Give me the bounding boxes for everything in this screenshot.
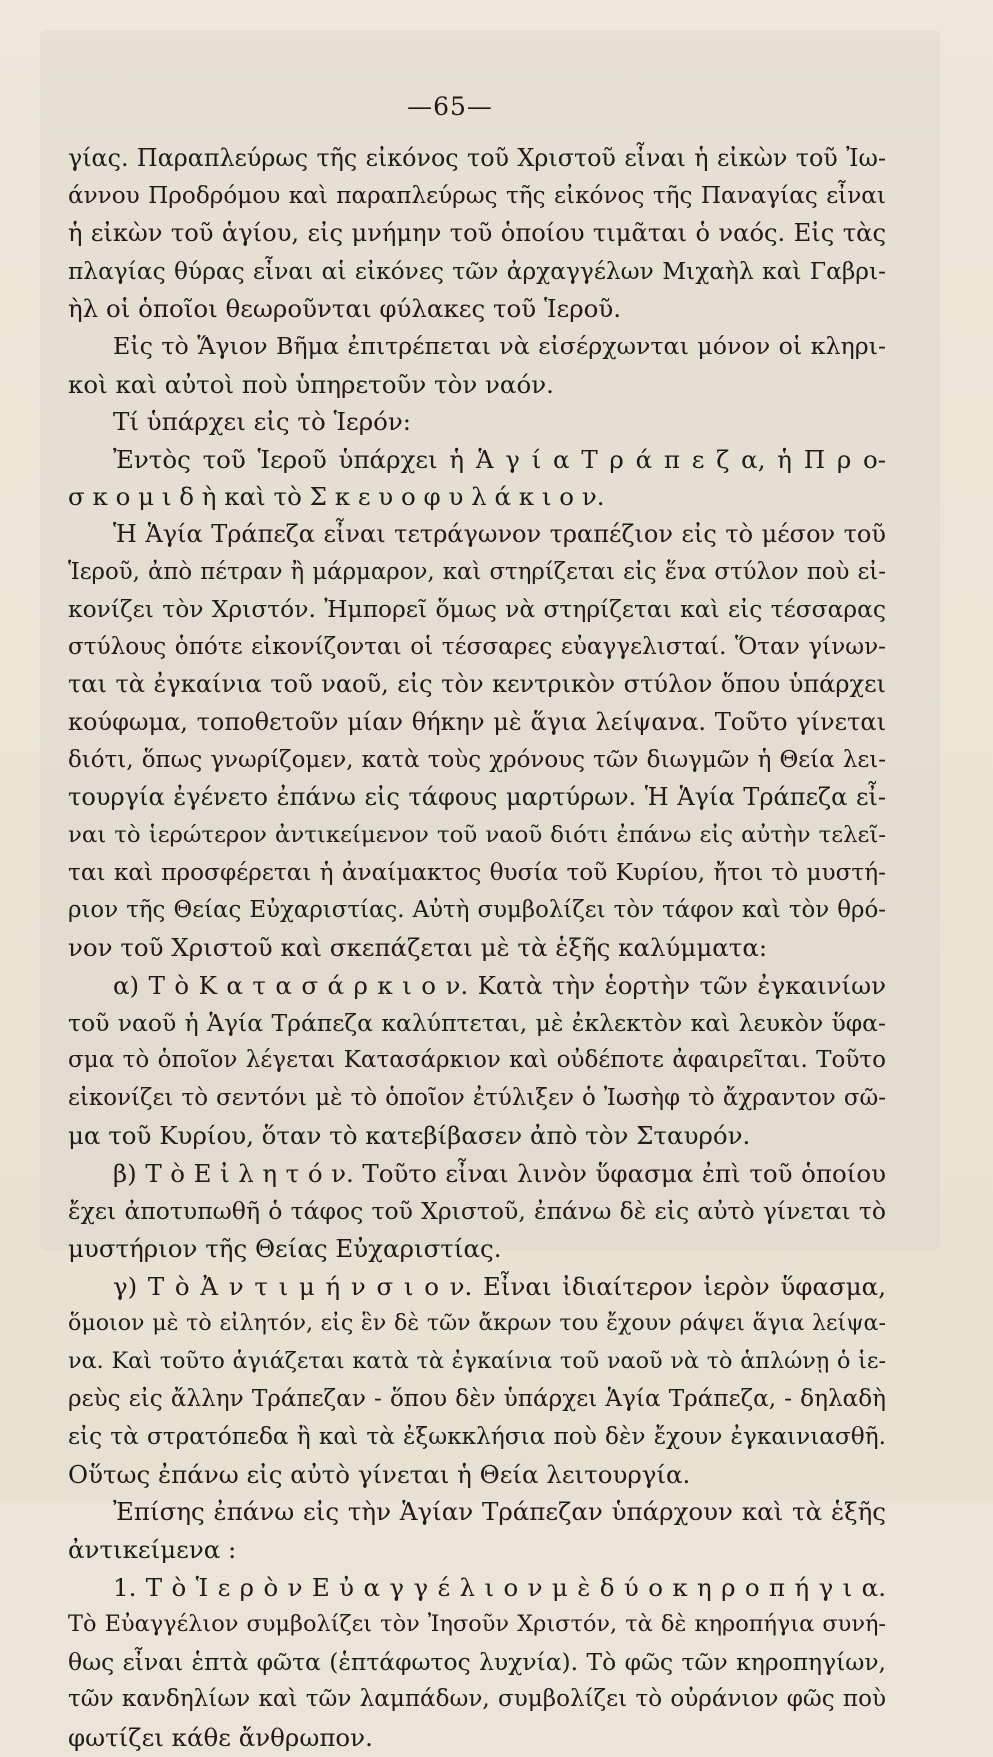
text-line: ται τὰ ἐγκαίνια τοῦ ναοῦ, εἰς τὸν κεντρικὸν στύλον ὅπου ὑπάρχει — [68, 670, 886, 699]
text-line: ἡ εἰκὼν τοῦ ἁγίου, εἰς μνήμην τοῦ ὁποίου τιμᾶται ὁ ναός. Εἰς τὰς — [68, 219, 886, 248]
text-line: Οὕτως ἐπάνω εἰς αὐτὸ γίνεται ἡ Θεία λειτουργία. — [68, 1459, 691, 1489]
text-line: στύλους ὁπότε εἰκονίζονται οἱ τέσσαρες εὐαγγελισταί. Ὅταν γίνων- — [68, 633, 886, 660]
text-line: τῶν κανδηλίων καὶ τῶν λαμπάδων, συμβολίζει τὸ οὐράνιον φῶς ποὺ — [68, 1686, 886, 1713]
text-line: ἀντικείμενα : — [68, 1534, 237, 1564]
text-line: κονίζει τὸν Χριστόν. Ἠμπορεῖ ὅμως νὰ στηρίζεται καὶ εἰς τέσσαρας — [68, 595, 886, 624]
text-line: Ἡ Ἁγία Τράπεζα εἶναι τετράγωνον τραπέζιον εἰς τὸ μέσον τοῦ — [113, 519, 886, 548]
text-line: νον τοῦ Χριστοῦ καὶ σκεπάζεται μὲ τὰ ἑξῆς καλύμματα: — [68, 933, 768, 963]
text-line: τουργία ἐγένετο ἐπάνω εἰς τάφους μαρτύρων. Ἡ Ἁγία Τράπεζα εἶ- — [68, 783, 886, 812]
text-line: ὴλ οἱ ὁποῖοι θεωροῦνται φύλακες τοῦ Ἱεροῦ. — [68, 294, 622, 324]
text-line: κούφωμα, τοποθετοῦν μίαν θήκην μὲ ἅγια λείψανα. Τοῦτο γίνεται — [68, 707, 886, 736]
text-line: κοὶ καὶ αὐτοὶ ποὺ ὑπηρετοῦν τὸν ναόν. — [68, 369, 554, 399]
text-line: α) Τ ὸ Κ α τ α σ ά ρ κ ι ο ν. Κατὰ τὴν ἑορτὴν τῶν ἐγκαινίων — [113, 971, 886, 1001]
text-line: ρεὺς εἰς ἄλλην Τράπεζαν - ὅπου δὲν ὑπάρχει Ἁγία Τράπεζα, - δηλαδὴ — [68, 1385, 886, 1412]
text-line: πλαγίας θύρας εἶναι αἱ εἰκόνες τῶν ἀρχαγγέλων Μιχαὴλ καὶ Γαβρι- — [68, 257, 886, 285]
text-line: Ἱεροῦ, ἀπὸ πέτραν ἢ μάρμαρον, καὶ στηρίζεται εἰς ἕνα στύλον ποὺ εἰ- — [68, 558, 886, 585]
text-line: μυστήριον τῆς Θείας Εὐχαριστίας. — [68, 1234, 502, 1264]
text-line: εἰς τὰ στρατόπεδα ἢ καὶ τὰ ἐξωκκλήσια ποὺ δὲν ἔχουν ἐγκαινιασθῆ. — [68, 1423, 886, 1451]
text-line: τοῦ ναοῦ ἡ Ἁγία Τράπεζα καλύπτεται, μὲ ἐκλεκτὸν καὶ λευκὸν ὕφα- — [68, 1008, 886, 1037]
text-line: διότι, ὅπως γνωρίζομεν, κατὰ τοὺς χρόνους τῶν διωγμῶν ἡ Θεία λει- — [68, 746, 886, 773]
text-line: ται καὶ προσφέρεται ἡ ἀναίμακτος θυσία τοῦ Κυρίου, ἤτοι τὸ μυστή- — [68, 859, 886, 887]
text-line: ὅμοιον μὲ τὸ εἰλητόν, εἰς ἓν δὲ τῶν ἄκρων του ἔχουν ράψει ἅγια λείψα- — [68, 1310, 886, 1337]
text-line: εἰκονίζει τὸ σεντόνι μὲ τὸ ὁποῖον ἐτύλιξεν ὁ Ἰωσὴφ τὸ ἄχραντον σῶ- — [68, 1084, 886, 1111]
text-line: θως εἶναι ἑπτὰ φῶτα (ἑπτάφωτος λυχνία). Τὸ φῶς τῶν κηροπηγίων, — [68, 1647, 886, 1676]
text-line: γίας. Παραπλεύρως τῆς εἰκόνος τοῦ Χριστοῦ εἶναι ἡ εἰκὼν τοῦ Ἰω- — [68, 144, 886, 172]
text-line: άννου Προδρόμου καὶ παραπλεύρως τῆς εἰκόνος τῆς Παναγίας εἶναι — [68, 182, 886, 209]
text-line: Ἐπίσης ἐπάνω εἰς τὴν Ἁγίαν Τράπεζαν ὑπάρχουν καὶ τὰ ἑξῆς — [113, 1497, 886, 1527]
body-text — [68, 140, 886, 1757]
text-line: β) Τ ὸ Ε ἰ λ η τ ό ν. Τοῦτο εἶναι λινὸν ὕφασμα ἐπὶ τοῦ ὁποίου — [113, 1159, 886, 1189]
text-line: Ἐντὸς τοῦ Ἱεροῦ ὑπάρχει ἡ Ἁ γ ί α Τ ρ ά π ε ζ α, ἡ Π ρ ο- — [113, 444, 886, 474]
text-line: σμα τὸ ὁποῖον λέγεται Κατασάρκιον καὶ οὐδέποτε ἀφαιρεῖται. Τοῦτο — [68, 1047, 886, 1074]
text-line: Τί ὑπάρχει εἰς τὸ Ἱερόν: — [113, 407, 412, 437]
text-line: ἔχει ἀποτυπωθῆ ὁ τάφος τοῦ Χριστοῦ, ἐπάνω δὲ εἰς αὐτὸ γίνεται τὸ — [68, 1196, 886, 1225]
text-line: Τὸ Εὐαγγέλιον συμβολίζει τὸν Ἰησοῦν Χριστόν, τὰ δὲ κηροπήγια συνή- — [68, 1611, 886, 1638]
text-line: 1. Τ ὸ Ἱ ε ρ ὸ ν Ε ὐ α γ γ έ λ ι ο ν μ ὲ δ ύ ο κ η ρ ο π ή γ ι α. — [113, 1572, 886, 1602]
page-number: —65— — [407, 92, 493, 121]
text-line: ναι τὸ ἱερώτερον ἀντικείμενον τοῦ ναοῦ διότι ἐπάνω εἰς αὐτὴν τελεῖ- — [68, 821, 886, 848]
text-line: ριον τῆς Θείας Εὐχαριστίας. Αὐτὴ συμβολίζει τὸν τάφον καὶ τὸν θρό- — [68, 896, 886, 923]
text-line: μα τοῦ Κυρίου, ὅταν τὸ κατεβίβασεν ἀπὸ τὸν Σταυρόν. — [68, 1121, 751, 1151]
text-line: να. Καὶ τοῦτο ἁγιάζεται κατὰ τὰ ἐγκαίνια τοῦ ναοῦ νὰ τὸ ἁπλώνῃ ὁ ἱε- — [68, 1348, 886, 1374]
text-line: γ) Τ ὸ Ἀ ν τ ι μ ή ν σ ι ο ν. Εἶναι ἰδιαίτερον ἱερὸν ὕφασμα, — [113, 1271, 886, 1301]
text-line: Εἰς τὸ Ἅγιον Βῆμα ἐπιτρέπεται νὰ εἰσέρχωνται μόνον οἱ κληρι- — [113, 331, 886, 360]
text-line: σ κ ο μ ι δ ὴ καὶ τὸ Σ κ ε υ ο φ υ λ ά κ ι ο ν. — [68, 482, 605, 512]
text-line: φωτίζει κάθε ἄνθρωπον. — [68, 1722, 373, 1752]
